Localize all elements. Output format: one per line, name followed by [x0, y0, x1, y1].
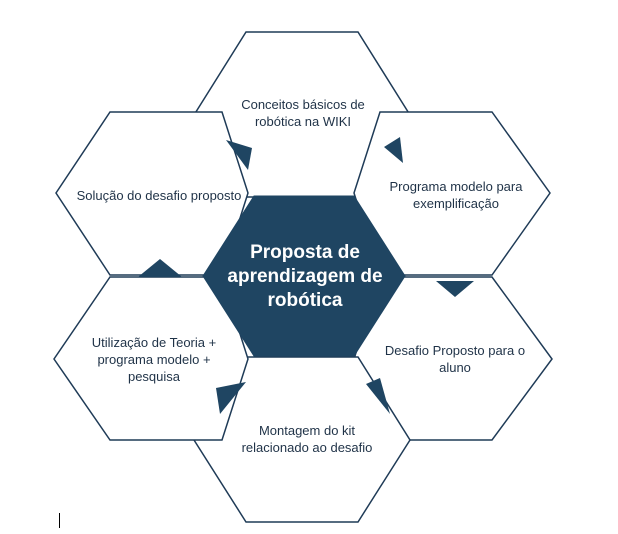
- text-cursor: [59, 513, 60, 528]
- node-label-utilizacao-teoria: Utilização de Teoria + programa modelo + pesquisa: [91, 334, 217, 384]
- node-label-desafio-proposto: Desafio Proposto para o aluno: [384, 343, 526, 375]
- node-label-conceitos: Conceitos básicos de robótica na WIKI: [241, 97, 365, 129]
- node-label-montagem-kit: Montagem do kit relacionado ao desafio: [241, 423, 373, 455]
- node-label-programa-modelo: Programa modelo para exemplificação: [389, 179, 523, 211]
- center-title: Proposta de aprendizagem de robótica: [227, 242, 383, 311]
- node-label-solucao-desafio: Solução do desafio proposto: [76, 187, 242, 203]
